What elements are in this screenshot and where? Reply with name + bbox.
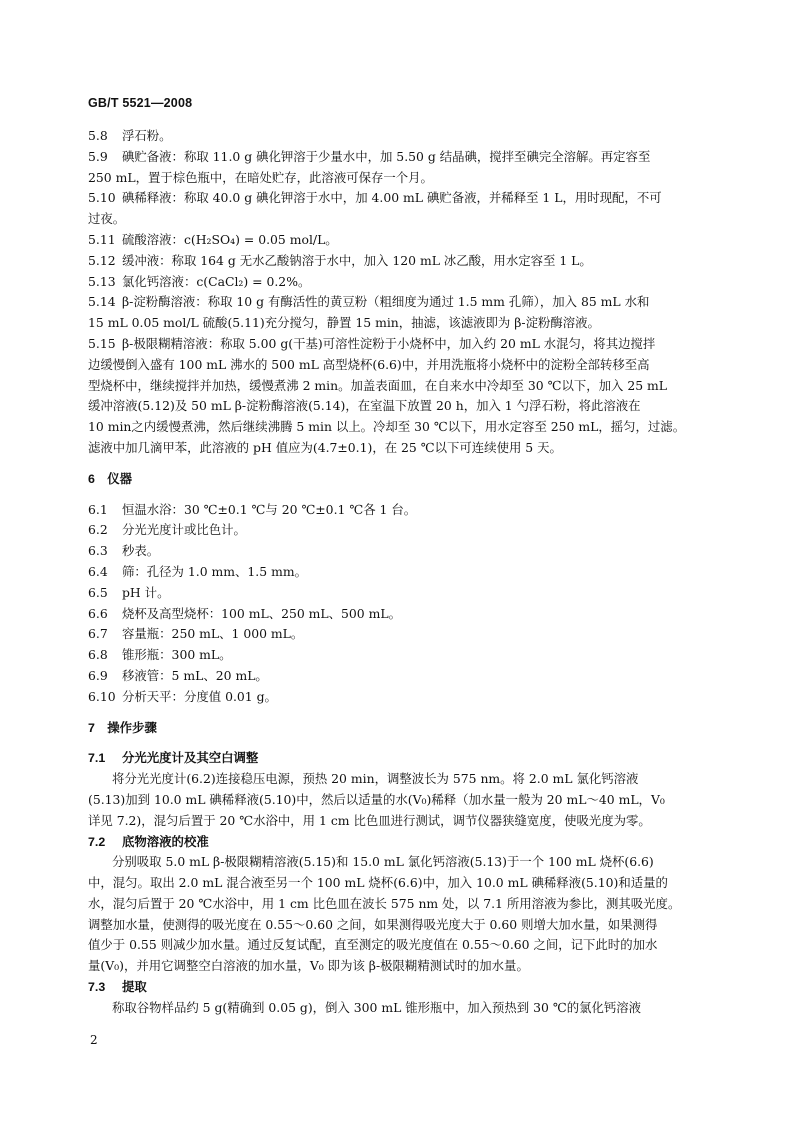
paragraph-line (88, 998, 706, 1019)
clause-text: 容量瓶：250 mL、1 000 mL。 (122, 626, 304, 642)
clause-text: 移液管：5 mL、20 mL。 (122, 667, 268, 683)
paragraph-line (88, 852, 706, 873)
clause-text: 浮石粉。 (122, 128, 172, 143)
clause-number: 6.10 (88, 688, 116, 704)
clause-text: 缓冲液：称取 164 g 无水乙酸钠溶于水中，加入 120 mL 冰乙酸，用水定容至 1 L。 (122, 252, 592, 268)
clause-number: 6.9 (88, 667, 108, 683)
clause-number: 5.11 (88, 231, 116, 247)
instrument-item (88, 687, 706, 708)
paragraph-line (88, 790, 706, 811)
paragraph-line (88, 873, 706, 894)
clause-number: 5.14 (88, 294, 116, 310)
subsection-title: 底物溶液的校准 (122, 834, 209, 849)
clause-text: 碘稀释液：称取 40.0 g 碘化钾溶于水中，加 4.00 mL 碘贮备液，并稀释至 1 L，用时现配，不可 (122, 190, 662, 206)
clause-number: 6.6 (88, 605, 108, 621)
reagent-line (88, 147, 706, 168)
clause-text-cont: 250 mL，置于棕色瓶中，在暗处贮存，此溶液可保存一个月。 (88, 169, 433, 185)
clause-text-cont: 过夜。 (88, 211, 126, 227)
instrument-item (88, 645, 706, 666)
clause-number: 6.1 (88, 501, 108, 517)
instruments-list (88, 500, 706, 708)
clause-text: 烧杯及高型烧杯：100 mL、250 mL、500 mL。 (122, 605, 401, 621)
paragraph-line (88, 915, 706, 936)
paragraph-text: 称取谷物样品约 5 g(精确到 0.05 g)，倒入 300 mL 锥形瓶中，加入预热到 30 ℃的氯化钙溶液 (112, 999, 642, 1015)
reagent-line (88, 126, 706, 147)
paragraph-text: 调整加水量，使测得的吸光度在 0.55～0.60 之间，如果测得吸光度大于 0.60 则增大加水量，如果测得 (88, 916, 658, 932)
clause-number: 5.8 (88, 128, 108, 143)
clause-text-cont: 10 min之内缓慢煮沸，然后继续沸腾 5 min 以上。冷却至 30 ℃以下，用水定容至 250 mL，摇匀，过滤。 (88, 419, 686, 435)
clause-text: 硫酸溶液：c(H₂SO₄) = 0.05 mol/L。 (122, 231, 338, 247)
reagent-line (88, 209, 706, 230)
reagent-line (88, 417, 706, 438)
paragraph-text: 将分光光度计(6.2)连接稳压电源，预热 20 min，调整波长为 575 nm。将 2.0 mL 氯化钙溶液 (112, 771, 639, 787)
document-body (88, 126, 706, 1019)
instrument-item (88, 666, 706, 687)
paragraph-line (88, 769, 706, 790)
reagent-line (88, 251, 706, 272)
subsection-7-3-heading (88, 977, 706, 998)
paragraph-text: (5.13)加到 10.0 mL 碘稀释液(5.10)中，然后以适量的水(V₀)稀释（加水量一般为 20 mL～40 mL，V₀ (88, 791, 665, 807)
clause-text: 分光光度计或比色计。 (122, 522, 246, 538)
page-number: 2 (90, 1033, 98, 1047)
clause-text: 锥形瓶：300 mL。 (122, 647, 232, 663)
paragraph-line (88, 935, 706, 956)
clause-number: 5.12 (88, 252, 116, 268)
paragraph-text: 水，混匀后置于 20 ℃水浴中，用 1 cm 比色皿在波长 575 nm 处，以 7.1 所用溶液为参比，测其吸光度。 (88, 895, 681, 911)
standard-code-header: GB/T 5521—2008 (88, 96, 193, 110)
paragraph-text: 量(V₀)，并用它调整空白溶液的加水量，V₀ 即为该 β-极限糊精测试时的加水量。 (88, 958, 529, 974)
clause-number: 5.9 (88, 148, 108, 164)
clause-number: 5.15 (88, 335, 116, 351)
reagent-line (88, 376, 706, 397)
clause-text-cont: 15 mL 0.05 mol/L 硫酸(5.11)充分搅匀，静置 15 min，抽滤，该滤液即为 β-淀粉酶溶液。 (88, 315, 600, 331)
clause-number: 6.2 (88, 522, 108, 538)
subsection-number: 7.3 (88, 980, 106, 995)
subsection-number: 7.2 (88, 834, 106, 849)
clause-number: 5.10 (88, 190, 116, 206)
clause-text-cont: 缓冲溶液(5.12)及 50 mL β-淀粉酶溶液(5.14)，在室温下放置 20 h，加入 1 勺浮石粉，将此溶液在 (88, 398, 641, 414)
clause-text: 氯化钙溶液：c(CaCl₂) = 0.2%。 (122, 273, 311, 289)
reagent-line (88, 355, 706, 376)
instrument-item (88, 520, 706, 541)
paragraph-text: 值少于 0.55 则减少加水量。通过反复试配，直至测定的吸光度值在 0.55～0.60 之间，记下此时的加水 (88, 937, 658, 953)
instrument-item (88, 500, 706, 521)
clause-text: β-极限糊精溶液：称取 5.00 g(干基)可溶性淀粉于小烧杯中，加入约 20 mL 水混匀，将其边搅拌 (122, 335, 656, 351)
reagent-line (88, 334, 706, 355)
section-7-title: 7 操作步骤 (88, 720, 157, 735)
reagents-list (88, 126, 706, 459)
clause-text-cont: 边缓慢倒入盛有 100 mL 沸水的 500 mL 高型烧杯(6.6)中，并用洗瓶将小烧杯中的淀粉全部转移至高 (88, 356, 650, 372)
reagent-line (88, 188, 706, 209)
reagent-line (88, 438, 706, 459)
instrument-item (88, 624, 706, 645)
reagent-line (88, 168, 706, 189)
clause-number: 6.4 (88, 563, 108, 579)
subsection-7-3-body (88, 998, 706, 1019)
subsection-7-1-body (88, 769, 706, 831)
paragraph-text: 详见 7.2)，混匀后置于 20 ℃水浴中，用 1 cm 比色皿进行测试，调节仪器狭缝宽度，使吸光度为零。 (88, 812, 651, 828)
clause-text: 秒表。 (122, 543, 160, 559)
clause-number: 6.8 (88, 647, 108, 663)
clause-number: 6.7 (88, 626, 108, 642)
instrument-item (88, 541, 706, 562)
clause-text-cont: 滤液中加几滴甲苯，此溶液的 pH 值应为(4.7±0.1)，在 25 ℃以下可连续使用 5 天。 (88, 439, 562, 455)
clause-number: 5.13 (88, 273, 116, 289)
reagent-line (88, 230, 706, 251)
instrument-item (88, 583, 706, 604)
paragraph-text: 分别吸取 5.0 mL β-极限糊精溶液(5.15)和 15.0 mL 氯化钙溶液(5.13)于一个 100 mL 烧杯(6.6) (112, 854, 654, 870)
instrument-item (88, 604, 706, 625)
clause-number: 6.3 (88, 543, 108, 559)
clause-text: 恒温水浴：30 ℃±0.1 ℃与 20 ℃±0.1 ℃各 1 台。 (122, 501, 417, 517)
subsection-7-2-heading (88, 832, 706, 853)
clause-text: pH 计。 (122, 584, 170, 600)
reagent-line (88, 313, 706, 334)
subsection-7-1-heading (88, 748, 706, 769)
clause-text: β-淀粉酶溶液：称取 10 g 有酶活性的黄豆粉（粗细度为通过 1.5 mm 孔筛），加入 85 mL 水和 (122, 294, 650, 310)
instrument-item (88, 562, 706, 583)
reagent-line (88, 292, 706, 313)
clause-text-cont: 型烧杯中，继续搅拌并加热，缓慢煮沸 2 min。加盖表面皿，在自来水中冷却至 30 ℃以下，加入 25 mL (88, 377, 668, 393)
subsection-number: 7.1 (88, 751, 106, 766)
section-6-title: 6 仪器 (88, 471, 133, 486)
clause-text: 分析天平：分度值 0.01 g。 (122, 688, 277, 704)
clause-text: 筛：孔径为 1.0 mm、1.5 mm。 (122, 563, 307, 579)
reagent-line (88, 272, 706, 293)
paragraph-text: 中，混匀。取出 2.0 mL 混合液至另一个 100 mL 烧杯(6.6)中，加入 10.0 mL 碘稀释液(5.10)和适量的 (88, 875, 668, 891)
clause-number: 6.5 (88, 584, 108, 600)
paragraph-line (88, 811, 706, 832)
subsection-title: 提取 (122, 980, 147, 995)
reagent-line (88, 396, 706, 417)
paragraph-line (88, 956, 706, 977)
paragraph-line (88, 894, 706, 915)
clause-text: 碘贮备液：称取 11.0 g 碘化钾溶于少量水中，加 5.50 g 结晶碘，搅拌至碘完全溶解。再定容至 (122, 148, 651, 164)
subsection-title: 分光光度计及其空白调整 (122, 751, 259, 766)
subsection-7-2-body (88, 852, 706, 977)
